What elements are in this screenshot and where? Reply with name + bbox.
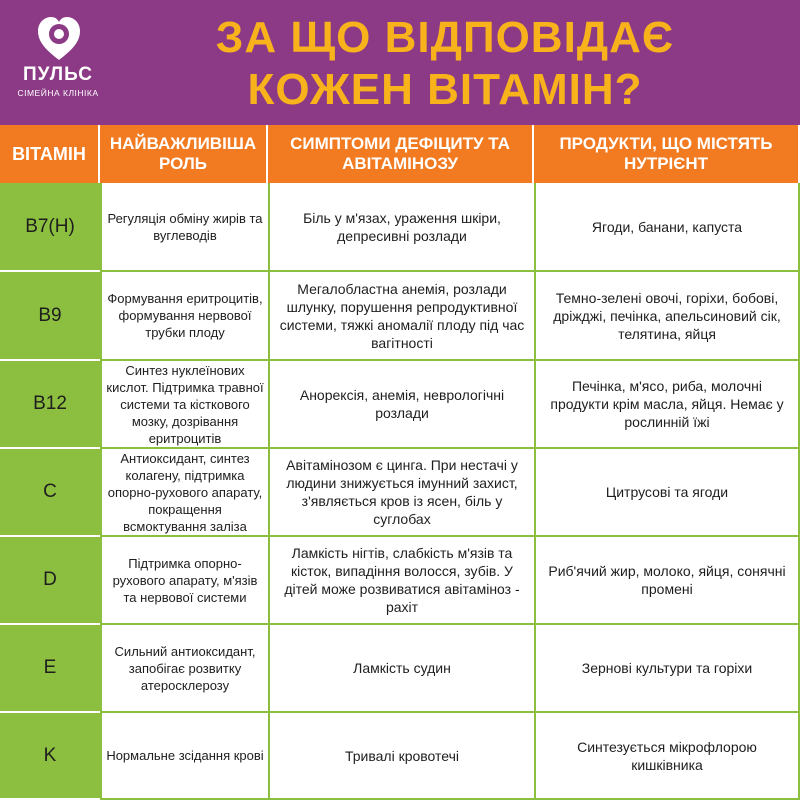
role-cell: Антиоксидант, синтез колагену, підтримка опорно-рухового апарату, покращення всмоктування заліза: [100, 449, 268, 537]
products-cell: Печінка, м'ясо, риба, молочні продукти крім масла, яйця. Немає у рослинній їжі: [534, 361, 800, 449]
header-symptoms: СИМПТОМИ ДЕФІЦИТУ ТА АВІТАМІНОЗУ: [268, 125, 534, 183]
brand-logo: [10, 14, 106, 104]
role-cell: Формування еритроцитів, формування нервової трубки плоду: [100, 272, 268, 361]
symptoms-cell: Авітамінозом є цинга. При нестачі у людини знижується імунний захист, з'являється кров із ясен, біль у суглобах: [268, 449, 534, 537]
heart-logo-icon: [36, 14, 82, 64]
vitamin-table: [0, 125, 800, 800]
header-vitamin: ВІТАМІН: [0, 125, 100, 183]
role-cell: Регуляція обміну жирів та вуглеводів: [100, 183, 268, 272]
header-banner: [0, 0, 800, 125]
products-cell: Риб'ячий жир, молоко, яйця, сонячні промені: [534, 537, 800, 625]
role-cell: Нормальне зсідання крові: [100, 713, 268, 800]
symptoms-cell: Ламкість нігтів, слабкість м'язів та кісток, випадіння волосся, зубів. У дітей може розвиватися авітаміноз - рахіт: [268, 537, 534, 625]
vitamin-name: C: [0, 449, 100, 537]
vitamin-name: B9: [0, 272, 100, 361]
role-cell: Сильний антиоксидант, запобігає розвитку атеросклерозу: [100, 625, 268, 713]
title-line-2: КОЖЕН ВІТАМІН?: [247, 65, 643, 114]
symptoms-cell: Анорексія, анемія, неврологічні розлади: [268, 361, 534, 449]
role-cell: Підтримка опорно-рухового апарату, м'язів та нервової системи: [100, 537, 268, 625]
header-role: НАЙВАЖЛИВІША РОЛЬ: [100, 125, 268, 183]
brand-subtitle: СІМЕЙНА КЛІНІКА: [17, 88, 99, 98]
products-cell: Ягоди, банани, капуста: [534, 183, 800, 272]
vitamin-name: B12: [0, 361, 100, 449]
page-title: [150, 12, 740, 116]
symptoms-cell: Тривалі кровотечі: [268, 713, 534, 800]
vitamin-name: K: [0, 713, 100, 800]
brand-name: ПУЛЬС: [23, 64, 93, 85]
vitamin-name: E: [0, 625, 100, 713]
vitamin-name: B7(H): [0, 183, 100, 272]
symptoms-cell: Біль у м'язах, ураження шкіри, депресивні розлади: [268, 183, 534, 272]
title-line-1: ЗА ЩО ВІДПОВІДАЄ: [215, 13, 675, 62]
products-cell: Цитрусові та ягоди: [534, 449, 800, 537]
header-products: ПРОДУКТИ, ЩО МІСТЯТЬ НУТРІЄНТ: [534, 125, 800, 183]
symptoms-cell: Ламкість судин: [268, 625, 534, 713]
role-cell: Синтез нуклеїнових кислот. Підтримка травної системи та кісткового мозку, дозрівання еритроцитів: [100, 361, 268, 449]
products-cell: Зернові культури та горіхи: [534, 625, 800, 713]
symptoms-cell: Мегалобластна анемія, розлади шлунку, порушення репродуктивної системи, тяжкі аномалії плоду під час вагітності: [268, 272, 534, 361]
products-cell: Синтезується мікрофлорою кишківника: [534, 713, 800, 800]
products-cell: Темно-зелені овочі, горіхи, бобові, дріжджі, печінка, апельсиновий сік, телятина, яйця: [534, 272, 800, 361]
vitamin-name: D: [0, 537, 100, 625]
